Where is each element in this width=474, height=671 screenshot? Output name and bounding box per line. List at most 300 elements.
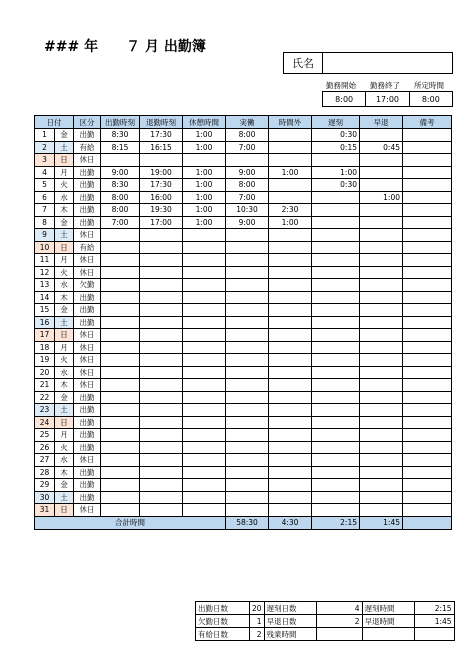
cell-overtime [269,191,312,204]
cell-clock-in: 9:00 [101,166,140,179]
cell-kubun: 出勤 [74,466,101,479]
cell-late [312,391,360,404]
cell-weekday: 水 [55,279,74,292]
cell-clock-in [101,266,140,279]
cell-early [360,179,403,192]
cell-late [312,279,360,292]
cell-note [403,229,452,242]
cell-work [226,229,269,242]
cell-clock-in [101,366,140,379]
cell-clock-in [101,429,140,442]
cell-break [183,429,226,442]
cell-day: 12 [35,266,55,279]
cell-early [360,479,403,492]
cell-note [403,366,452,379]
cell-overtime: 2:30 [269,204,312,217]
cell-break: 1:00 [183,204,226,217]
cell-work: 10:30 [226,204,269,217]
cell-note [403,454,452,467]
cell-note [403,379,452,392]
cell-note [403,466,452,479]
cell-work [226,479,269,492]
cell-clock-in [101,391,140,404]
cell-early [360,504,403,517]
col-header-break: 休憩時間 [183,116,226,129]
cell-note [403,166,452,179]
cell-day: 5 [35,179,55,192]
cell-clock-out [140,229,183,242]
cell-kubun: 有給 [74,241,101,254]
summary-label: 遅刻日数 [264,602,316,615]
cell-note [403,304,452,317]
cell-work: 8:00 [226,129,269,142]
cell-weekday: 火 [55,179,74,192]
cell-overtime [269,429,312,442]
cell-late: 1:00 [312,166,360,179]
table-row [35,441,452,454]
cell-kubun: 出勤 [74,179,101,192]
cell-day: 8 [35,216,55,229]
table-row [35,329,452,342]
cell-weekday: 木 [55,379,74,392]
cell-break [183,341,226,354]
cell-kubun: 出勤 [74,316,101,329]
cell-early [360,291,403,304]
cell-clock-out: 16:15 [140,141,183,154]
table-row [35,504,452,517]
cell-clock-out [140,479,183,492]
cell-break [183,441,226,454]
table-row [35,316,452,329]
cell-work [226,291,269,304]
summary-label: 残業時間 [264,628,316,641]
cell-kubun: 出勤 [74,479,101,492]
cell-work [226,379,269,392]
cell-weekday: 日 [55,241,74,254]
cell-clock-out: 16:00 [140,191,183,204]
cell-weekday: 金 [55,479,74,492]
cell-work [226,279,269,292]
cell-overtime [269,279,312,292]
cell-clock-out [140,354,183,367]
cell-early [360,254,403,267]
cell-clock-out [140,416,183,429]
cell-clock-in [101,279,140,292]
cell-overtime [269,254,312,267]
cell-weekday: 水 [55,366,74,379]
cell-late [312,254,360,267]
cell-break [183,316,226,329]
cell-clock-out [140,491,183,504]
cell-break: 1:00 [183,179,226,192]
table-row [35,466,452,479]
cell-work [226,466,269,479]
cell-kubun: 出勤 [74,216,101,229]
cell-weekday: 火 [55,266,74,279]
cell-late: 0:15 [312,141,360,154]
cell-break [183,354,226,367]
cell-clock-in [101,291,140,304]
cell-clock-out [140,316,183,329]
total-row [35,516,452,529]
cell-clock-out [140,454,183,467]
cell-early [360,279,403,292]
table-row [35,304,452,317]
total-overtime: 4:30 [269,516,312,529]
cell-break: 1:00 [183,166,226,179]
table-row [35,391,452,404]
table-row [35,354,452,367]
cell-weekday: 火 [55,441,74,454]
cell-overtime [269,229,312,242]
cell-early: 0:45 [360,141,403,154]
cell-late [312,466,360,479]
cell-note [403,279,452,292]
cell-break [183,279,226,292]
cell-overtime [269,504,312,517]
cell-overtime [269,466,312,479]
cell-break: 1:00 [183,191,226,204]
cell-clock-in: 8:00 [101,204,140,217]
cell-clock-out [140,404,183,417]
cell-note [403,191,452,204]
cell-late [312,504,360,517]
cell-note [403,341,452,354]
schedule-header-start: 勤務開始 [326,81,356,90]
cell-clock-in [101,241,140,254]
summary-value [414,628,454,641]
cell-clock-out [140,254,183,267]
name-label: 氏名 [284,53,323,73]
cell-clock-in [101,229,140,242]
cell-break [183,454,226,467]
cell-day: 19 [35,354,55,367]
cell-clock-in [101,416,140,429]
summary-value: 2 [316,615,362,628]
table-row [35,479,452,492]
cell-weekday: 土 [55,141,74,154]
cell-overtime [269,404,312,417]
cell-kubun: 出勤 [74,491,101,504]
cell-overtime [269,454,312,467]
cell-clock-out [140,154,183,167]
cell-clock-out [140,466,183,479]
cell-late [312,479,360,492]
cell-late [312,204,360,217]
cell-overtime [269,179,312,192]
cell-kubun: 休日 [74,229,101,242]
cell-kubun: 休日 [74,154,101,167]
cell-late [312,441,360,454]
table-row [35,291,452,304]
cell-weekday: 水 [55,454,74,467]
cell-late [312,154,360,167]
table-row [35,191,452,204]
cell-break: 1:00 [183,216,226,229]
cell-clock-in: 8:30 [101,129,140,142]
cell-clock-out [140,391,183,404]
cell-early [360,391,403,404]
cell-note [403,354,452,367]
cell-break [183,254,226,267]
cell-note [403,504,452,517]
cell-break [183,416,226,429]
cell-day: 28 [35,466,55,479]
cell-day: 7 [35,204,55,217]
cell-clock-out [140,429,183,442]
cell-overtime [269,391,312,404]
summary-value [316,628,362,641]
col-header-late: 遅刻 [312,116,360,129]
cell-work [226,366,269,379]
col-header-work: 実働 [226,116,269,129]
cell-late [312,304,360,317]
cell-day: 6 [35,191,55,204]
cell-weekday: 土 [55,404,74,417]
cell-kubun: 出勤 [74,204,101,217]
cell-note [403,216,452,229]
cell-note [403,441,452,454]
cell-day: 17 [35,329,55,342]
cell-day: 21 [35,379,55,392]
cell-early [360,491,403,504]
cell-clock-out: 19:30 [140,204,183,217]
cell-day: 31 [35,504,55,517]
cell-kubun: 出勤 [74,441,101,454]
cell-clock-in [101,504,140,517]
schedule-standard-value: 8:00 [409,92,452,106]
page-title: ### 年 ７ 月 出勤簿 [44,39,206,55]
cell-note [403,404,452,417]
cell-early [360,304,403,317]
cell-early [360,216,403,229]
cell-clock-in [101,379,140,392]
cell-kubun: 休日 [74,341,101,354]
cell-weekday: 火 [55,354,74,367]
cell-late: 0:30 [312,179,360,192]
cell-clock-out [140,266,183,279]
col-header-note: 備考 [403,116,452,129]
schedule-header-end: 勤務終了 [370,81,400,90]
cell-kubun: 休日 [74,379,101,392]
cell-day: 1 [35,129,55,142]
cell-note [403,254,452,267]
col-header-early: 早退 [360,116,403,129]
cell-break [183,291,226,304]
cell-weekday: 木 [55,204,74,217]
cell-overtime [269,441,312,454]
cell-clock-out [140,366,183,379]
cell-clock-in [101,441,140,454]
name-field[interactable] [323,53,452,73]
cell-weekday: 月 [55,166,74,179]
cell-early [360,329,403,342]
cell-weekday: 金 [55,216,74,229]
cell-note [403,416,452,429]
cell-late [312,191,360,204]
cell-day: 11 [35,254,55,267]
cell-clock-out [140,379,183,392]
cell-break [183,366,226,379]
cell-late [312,341,360,354]
cell-clock-in [101,404,140,417]
cell-weekday: 水 [55,191,74,204]
cell-clock-in [101,304,140,317]
cell-weekday: 土 [55,491,74,504]
summary-label: 早退日数 [264,615,316,628]
cell-clock-out: 17:30 [140,129,183,142]
cell-kubun: 出勤 [74,404,101,417]
cell-break: 1:00 [183,141,226,154]
cell-break [183,229,226,242]
cell-late [312,404,360,417]
cell-overtime [269,329,312,342]
table-row [35,141,452,154]
cell-late [312,291,360,304]
cell-note [403,291,452,304]
cell-work [226,391,269,404]
total-label: 合計時間 [35,516,226,529]
cell-kubun: 休日 [74,454,101,467]
cell-work: 9:00 [226,216,269,229]
cell-weekday: 木 [55,291,74,304]
cell-overtime [269,491,312,504]
cell-day: 10 [35,241,55,254]
cell-break [183,329,226,342]
cell-early [360,466,403,479]
total-work: 58:30 [226,516,269,529]
cell-clock-in: 7:00 [101,216,140,229]
cell-kubun: 出勤 [74,191,101,204]
cell-day: 13 [35,279,55,292]
cell-work [226,504,269,517]
cell-day: 14 [35,291,55,304]
cell-weekday: 日 [55,329,74,342]
cell-clock-out [140,304,183,317]
cell-overtime [269,266,312,279]
cell-early [360,316,403,329]
summary-value: 1 [250,615,265,628]
cell-day: 25 [35,429,55,442]
cell-clock-out: 17:00 [140,216,183,229]
cell-work [226,404,269,417]
table-row [35,229,452,242]
cell-kubun: 欠勤 [74,279,101,292]
col-header-kubun: 区分 [74,116,101,129]
table-row [35,254,452,267]
cell-day: 20 [35,366,55,379]
summary-row [196,628,455,641]
cell-early [360,241,403,254]
col-header-date: 日付 [35,116,74,129]
cell-weekday: 金 [55,304,74,317]
summary-label: 出勤日数 [196,602,250,615]
cell-note [403,491,452,504]
schedule-box [322,91,453,107]
cell-break [183,466,226,479]
cell-day: 16 [35,316,55,329]
cell-day: 29 [35,479,55,492]
cell-late [312,379,360,392]
cell-work: 7:00 [226,141,269,154]
cell-day: 9 [35,229,55,242]
cell-kubun: 出勤 [74,429,101,442]
cell-late [312,491,360,504]
cell-break [183,491,226,504]
cell-overtime [269,366,312,379]
cell-work [226,491,269,504]
cell-clock-out [140,329,183,342]
cell-note [403,241,452,254]
cell-kubun: 出勤 [74,391,101,404]
cell-work [226,441,269,454]
summary-label [362,628,414,641]
table-row [35,491,452,504]
summary-value: 2:15 [414,602,454,615]
cell-overtime: 1:00 [269,166,312,179]
cell-break [183,304,226,317]
cell-weekday: 日 [55,504,74,517]
cell-work: 7:00 [226,191,269,204]
cell-clock-in: 8:30 [101,179,140,192]
cell-kubun: 出勤 [74,291,101,304]
cell-day: 2 [35,141,55,154]
col-header-clock-out: 退勤時刻 [140,116,183,129]
cell-kubun: 休日 [74,329,101,342]
cell-clock-out [140,279,183,292]
attendance-table [34,115,452,530]
cell-break [183,154,226,167]
cell-overtime [269,316,312,329]
cell-late [312,229,360,242]
cell-early [360,129,403,142]
table-row [35,341,452,354]
col-header-clock-in: 出勤時刻 [101,116,140,129]
cell-clock-in [101,329,140,342]
cell-early [360,266,403,279]
cell-day: 30 [35,491,55,504]
cell-late [312,354,360,367]
cell-note [403,429,452,442]
cell-break [183,391,226,404]
table-row [35,454,452,467]
cell-weekday: 日 [55,154,74,167]
cell-clock-in: 8:00 [101,191,140,204]
cell-kubun: 休日 [74,266,101,279]
col-header-overtime: 時間外 [269,116,312,129]
cell-early [360,154,403,167]
cell-late [312,266,360,279]
cell-early [360,341,403,354]
cell-early [360,454,403,467]
cell-work [226,241,269,254]
cell-overtime: 1:00 [269,216,312,229]
cell-break [183,266,226,279]
total-early: 1:45 [360,516,403,529]
total-note [403,516,452,529]
cell-day: 26 [35,441,55,454]
cell-late [312,216,360,229]
cell-kubun: 出勤 [74,129,101,142]
cell-kubun: 有給 [74,141,101,154]
cell-note [403,391,452,404]
cell-day: 24 [35,416,55,429]
cell-work [226,304,269,317]
cell-work [226,154,269,167]
cell-clock-out [140,291,183,304]
cell-early [360,204,403,217]
cell-late [312,329,360,342]
